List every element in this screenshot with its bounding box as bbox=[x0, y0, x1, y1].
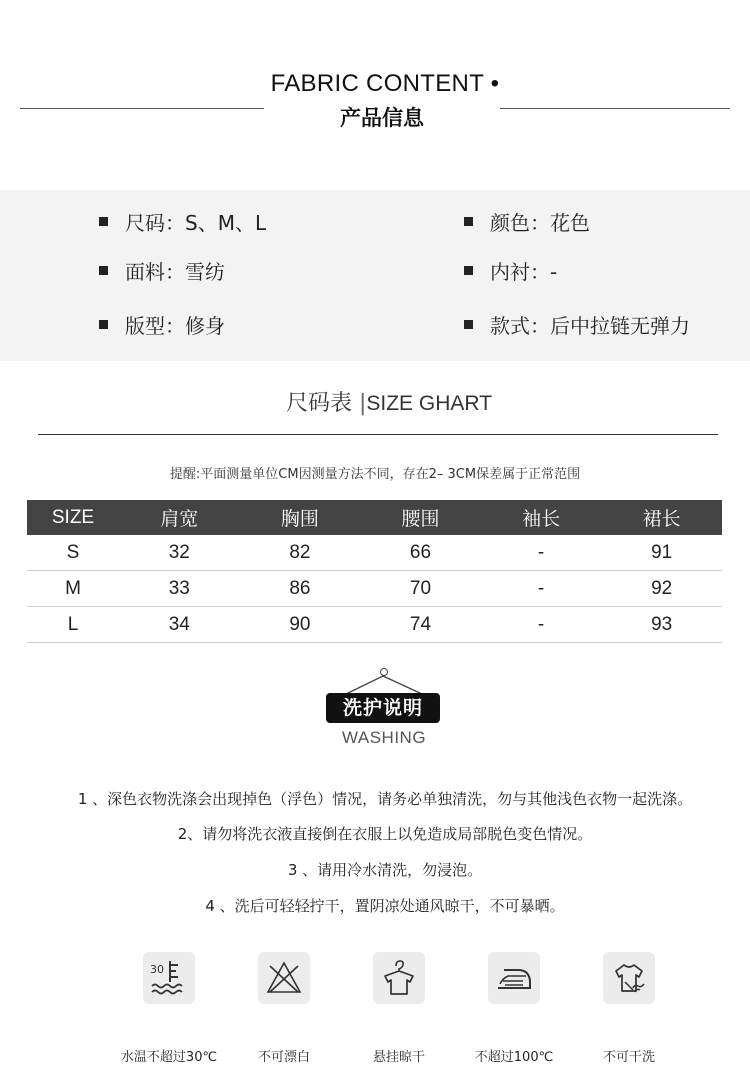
washing-badge-en: WASHING bbox=[341, 728, 427, 747]
size-table bbox=[27, 500, 722, 643]
table-header-cell: 裙长 bbox=[601, 500, 722, 535]
bullet-icon bbox=[464, 217, 473, 226]
wash-30-icon bbox=[143, 952, 195, 1004]
care-label: 不可干洗 bbox=[602, 1050, 655, 1065]
bullet-icon bbox=[99, 266, 108, 275]
info-size: 尺码：S、M、L bbox=[99, 207, 266, 236]
table-cell: 32 bbox=[119, 535, 240, 571]
iron-icon bbox=[488, 952, 540, 1004]
table-cell: M bbox=[27, 571, 119, 607]
no-dry-clean-icon bbox=[603, 952, 655, 1004]
section-title: FABRIC CONTENT • bbox=[270, 70, 500, 97]
table-cell: 82 bbox=[240, 535, 361, 571]
instruction-line: 3 、请用冷水清洗，勿浸泡。 bbox=[287, 861, 483, 879]
table-cell: 34 bbox=[119, 607, 240, 643]
hang-dry-icon bbox=[373, 952, 425, 1004]
table-cell: 74 bbox=[360, 607, 481, 643]
info-fabric: 面料：雪纺 bbox=[99, 256, 225, 285]
table-cell: - bbox=[481, 607, 602, 643]
table-cell: - bbox=[481, 571, 602, 607]
table-header-cell: 胸围 bbox=[240, 500, 361, 535]
size-chart-title-cn: 尺码表 bbox=[285, 391, 352, 416]
bullet-icon bbox=[99, 217, 108, 226]
table-header-cell: 腰围 bbox=[360, 500, 481, 535]
info-lining: 内衬：- bbox=[464, 256, 557, 285]
table-row bbox=[27, 571, 722, 607]
size-chart-title-en: SIZE GHART bbox=[366, 392, 493, 415]
table-cell: 66 bbox=[360, 535, 481, 571]
info-style: 款式：后中拉链无弹力 bbox=[464, 310, 690, 339]
wash-temp-number: 30 bbox=[150, 963, 164, 976]
table-cell: 91 bbox=[601, 535, 722, 571]
table-header-cell: 袖长 bbox=[481, 500, 602, 535]
instruction-line: 1 、深色衣物洗涤会出现掉色（浮色）情况，请务必单独清洗，勿与其他浅色衣物一起洗涤。 bbox=[77, 790, 693, 808]
bullet-icon bbox=[464, 320, 473, 329]
table-cell: 70 bbox=[360, 571, 481, 607]
section-subtitle: 产品信息 bbox=[340, 106, 424, 130]
table-cell: 33 bbox=[119, 571, 240, 607]
table-cell: 90 bbox=[240, 607, 361, 643]
size-chart-title bbox=[0, 386, 750, 417]
table-cell: 92 bbox=[601, 571, 722, 607]
care-label: 悬挂晾干 bbox=[372, 1050, 425, 1065]
size-chart-rule bbox=[38, 434, 718, 435]
measurement-note: 提醒:平面测量单位CM因测量方法不同，存在2– 3CM保差属于正常范围 bbox=[169, 467, 581, 482]
table-header-row bbox=[27, 500, 722, 535]
bullet-icon bbox=[464, 266, 473, 275]
info-color: 颜色：花色 bbox=[464, 207, 590, 236]
table-header-cell: 肩宽 bbox=[119, 500, 240, 535]
bullet-icon bbox=[99, 320, 108, 329]
table-cell: 93 bbox=[601, 607, 722, 643]
title-separator: | bbox=[358, 391, 367, 416]
info-fit: 版型：修身 bbox=[99, 310, 225, 339]
table-row bbox=[27, 607, 722, 643]
care-label: 水温不超过30℃ bbox=[120, 1050, 218, 1065]
table-cell: - bbox=[481, 535, 602, 571]
table-header-cell: SIZE bbox=[27, 500, 119, 535]
instruction-line: 2、请勿将洗衣液直接倒在衣服上以免造成局部脱色变色情况。 bbox=[177, 825, 593, 843]
care-label: 不超过100℃ bbox=[474, 1050, 554, 1065]
instruction-line: 4 、洗后可轻轻拧干，置阴凉处通风晾干，不可暴晒。 bbox=[205, 897, 565, 915]
table-cell: S bbox=[27, 535, 119, 571]
care-label: 不可漂白 bbox=[257, 1050, 310, 1065]
washing-badge: 洗护说明 bbox=[326, 693, 440, 723]
table-cell: 86 bbox=[240, 571, 361, 607]
table-cell: L bbox=[27, 607, 119, 643]
table-row bbox=[27, 535, 722, 571]
no-bleach-icon bbox=[258, 952, 310, 1004]
